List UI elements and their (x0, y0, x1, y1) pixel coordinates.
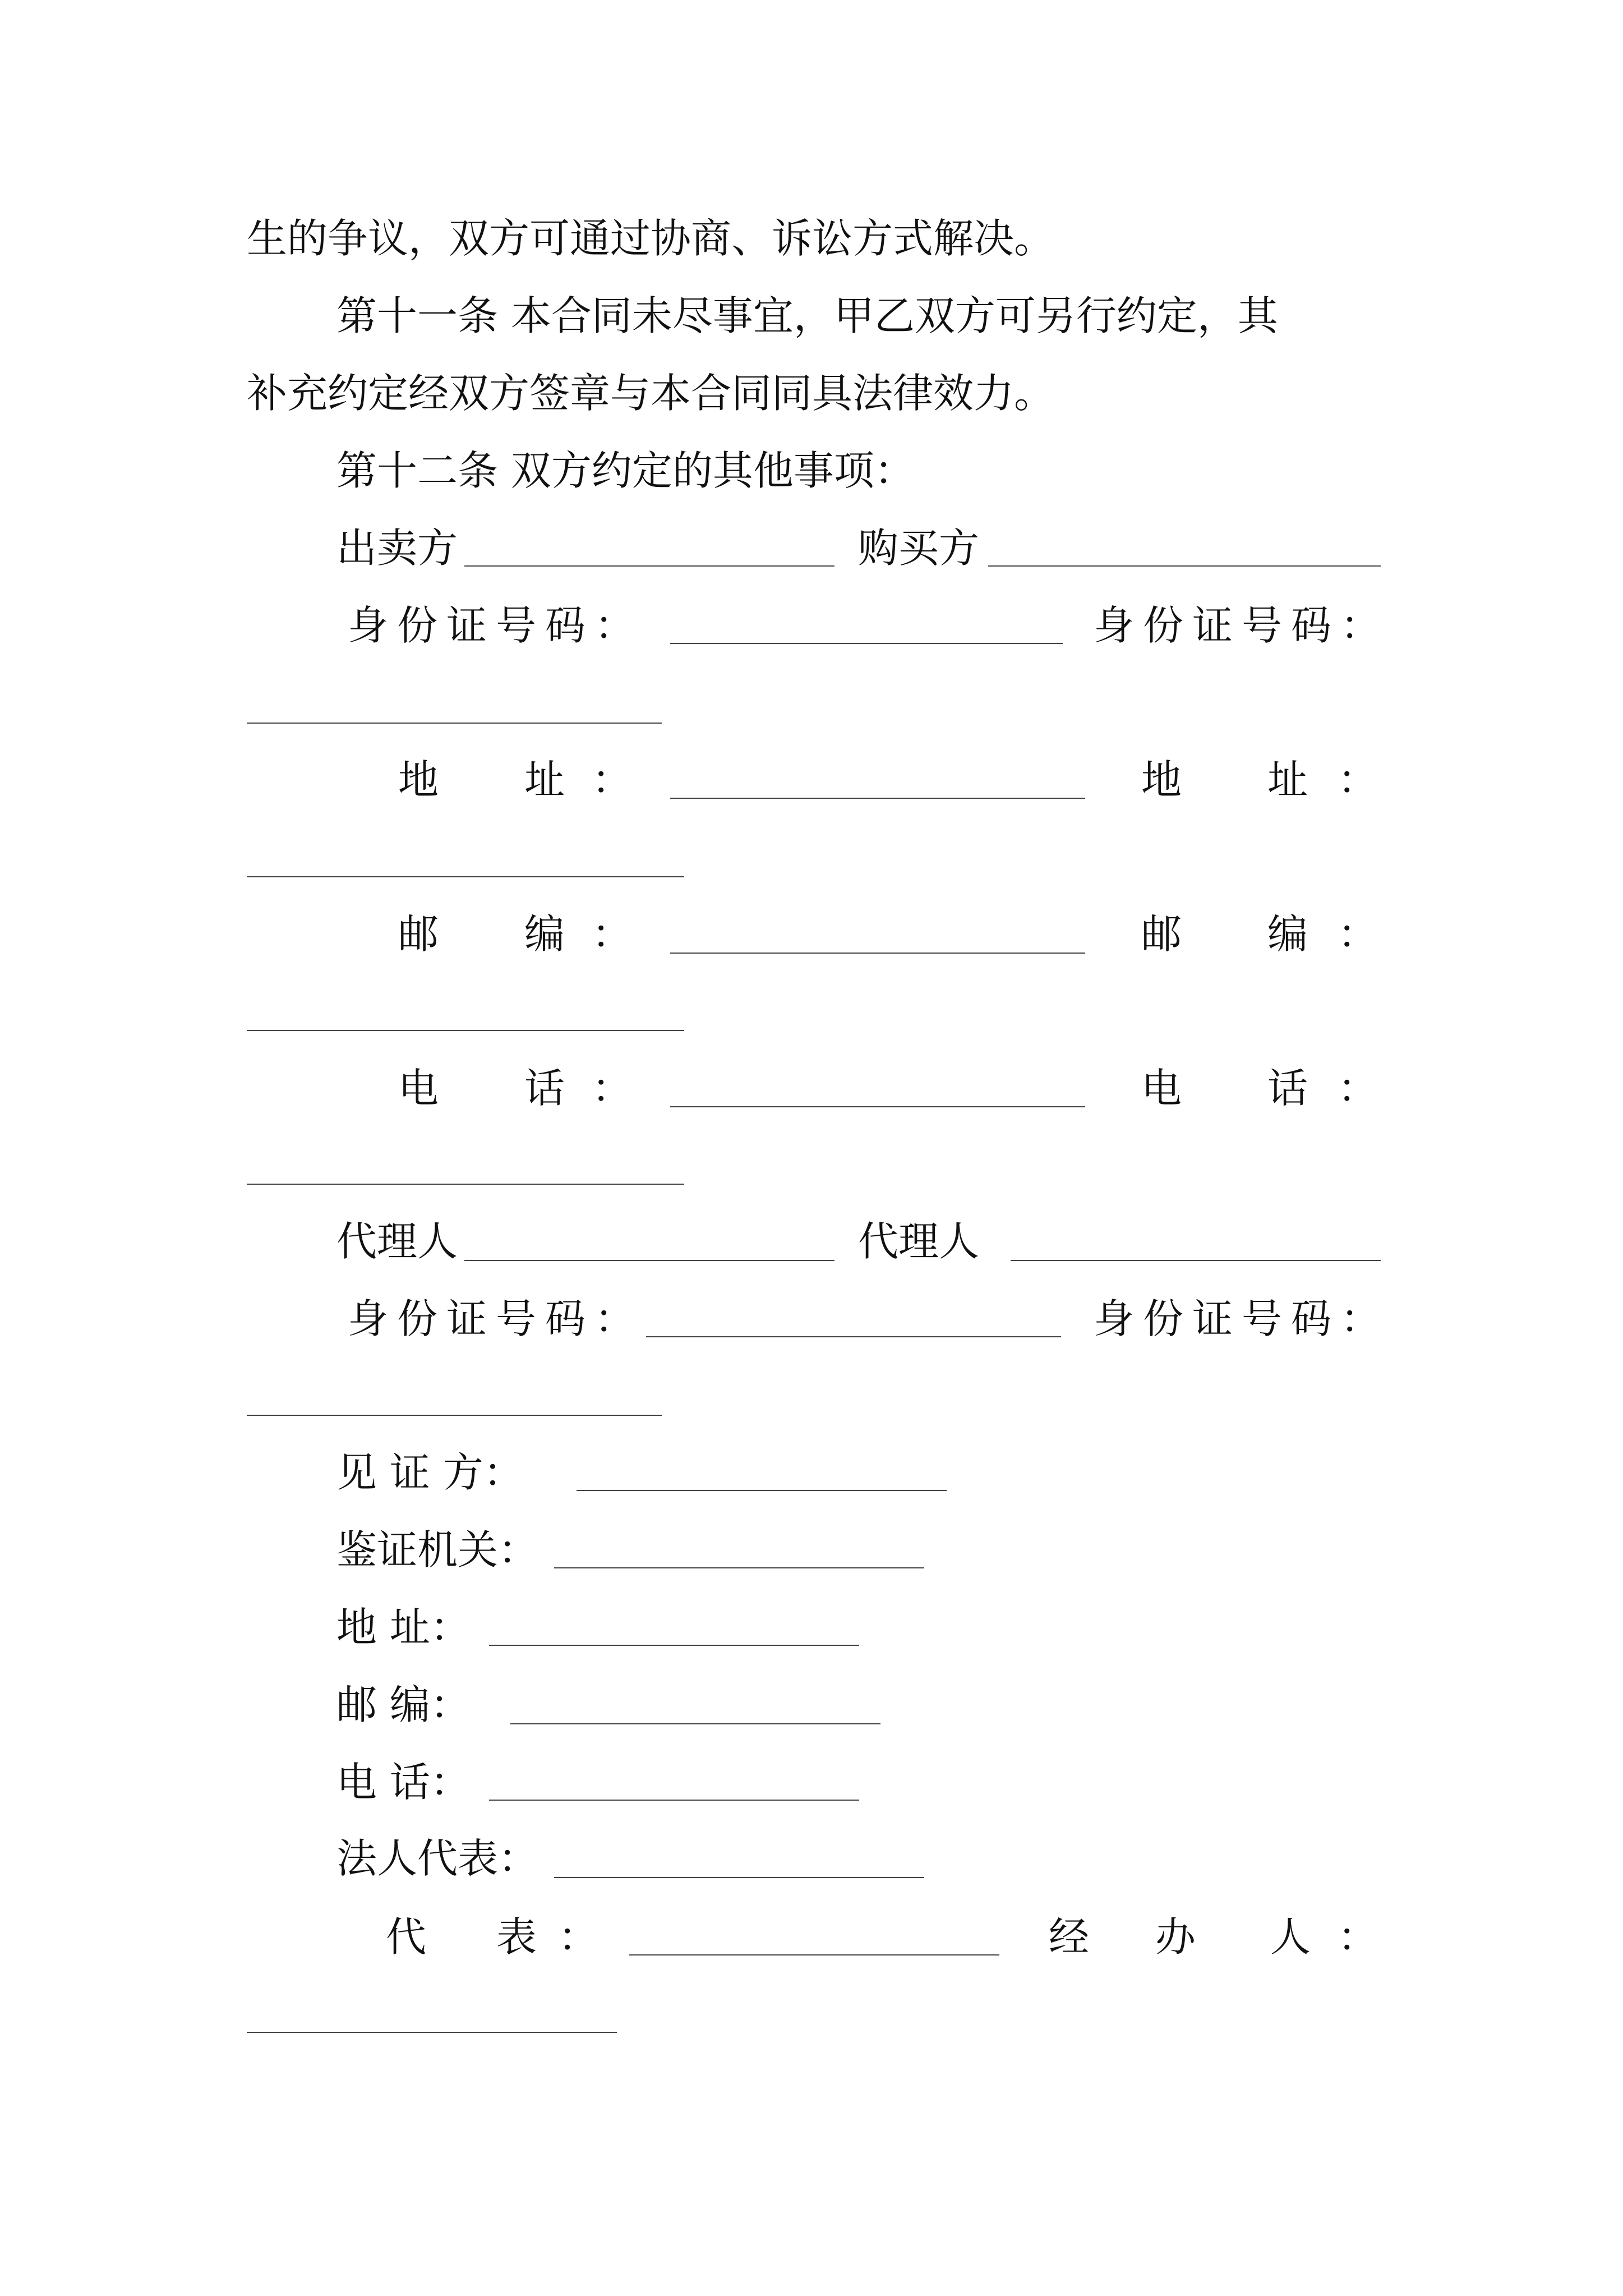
buyer-id-blank[interactable] (247, 723, 662, 724)
seller-zip-colon: ： (592, 910, 633, 958)
witness-address-label: 地 址： (336, 1604, 471, 1651)
article-11-line-1: 第十一条 本合同未尽事宜，甲乙双方可另行约定，其 (336, 292, 1278, 339)
seller-zip-label-b: 编 (524, 910, 565, 958)
seller-address-label-b: 址 (524, 756, 565, 803)
seller-phone-label-b: 话 (524, 1065, 565, 1112)
seller-address-blank[interactable] (670, 798, 1085, 799)
buyer-agent-id-label: 身份证号码： (1094, 1295, 1390, 1342)
witness-phone-blank[interactable] (489, 1800, 859, 1801)
handler-label-b: 办 (1155, 1913, 1196, 1961)
seller-agent-blank[interactable] (464, 1260, 834, 1261)
handler-colon: ： (1338, 1913, 1378, 1961)
seller-address-colon: ： (592, 756, 633, 803)
seller-address-label-a: 地 (398, 756, 439, 803)
seller-phone-blank[interactable] (670, 1106, 1085, 1107)
buyer-address-colon: ： (1338, 756, 1378, 803)
rep-blank[interactable] (629, 1954, 999, 1955)
buyer-address-label-b: 址 (1267, 756, 1308, 803)
witness-phone-label: 电 话： (336, 1759, 471, 1806)
handler-blank[interactable] (247, 2032, 617, 2033)
buyer-address-blank[interactable] (247, 876, 684, 877)
buyer-blank[interactable] (988, 565, 1381, 567)
rep-colon: ： (558, 1913, 599, 1961)
buyer-phone-colon: ： (1338, 1065, 1378, 1112)
article-11-line-2: 补充约定经双方签章与本合同同具法律效力。 (247, 370, 1055, 417)
buyer-agent-label: 代理人 (858, 1218, 980, 1265)
buyer-address-label-a: 地 (1141, 756, 1182, 803)
buyer-phone-label-a: 电 (1141, 1065, 1182, 1112)
buyer-agent-blank[interactable] (1011, 1260, 1381, 1261)
legal-rep-label: 法人代表： (336, 1835, 539, 1882)
seller-agent-label: 代理人 (336, 1218, 458, 1265)
buyer-zip-blank[interactable] (247, 1030, 684, 1031)
buyer-id-label: 身份证号码： (1094, 602, 1390, 649)
handler-label-a: 经 (1049, 1913, 1090, 1961)
authority-blank[interactable] (554, 1567, 924, 1568)
authority-label: 鉴证机关： (336, 1526, 539, 1573)
rep-label-a: 代 (386, 1913, 427, 1961)
article-12-heading: 第十二条 双方约定的其他事项： (336, 447, 915, 494)
paragraph-line-1: 生的争议，双方可通过协商、诉讼方式解决。 (247, 215, 1055, 262)
seller-agent-id-blank[interactable] (646, 1336, 1061, 1337)
witness-zip-blank[interactable] (510, 1723, 880, 1724)
buyer-zip-colon: ： (1338, 910, 1378, 958)
buyer-label: 购买方 (858, 524, 980, 572)
seller-blank[interactable] (464, 565, 834, 567)
seller-phone-label-a: 电 (398, 1065, 439, 1112)
seller-zip-blank[interactable] (670, 953, 1085, 954)
seller-label: 出卖方 (336, 524, 458, 572)
buyer-zip-label-b: 编 (1267, 910, 1308, 958)
rep-label-b: 表 (496, 1913, 537, 1961)
seller-phone-colon: ： (592, 1065, 633, 1112)
witness-address-blank[interactable] (489, 1645, 859, 1646)
seller-id-label: 身份证号码： (348, 602, 644, 649)
handler-label-c: 人 (1270, 1913, 1311, 1961)
seller-id-blank[interactable] (670, 643, 1063, 644)
buyer-agent-id-blank[interactable] (247, 1415, 662, 1416)
buyer-phone-label-b: 话 (1267, 1065, 1308, 1112)
buyer-phone-blank[interactable] (247, 1184, 684, 1185)
buyer-zip-label-a: 邮 (1141, 910, 1182, 958)
witness-blank[interactable] (577, 1490, 947, 1491)
seller-zip-label-a: 邮 (398, 910, 439, 958)
witness-zip-label: 邮 编： (336, 1681, 471, 1728)
legal-rep-blank[interactable] (554, 1877, 924, 1878)
seller-agent-id-label: 身份证号码： (348, 1295, 644, 1342)
witness-label: 见 证 方： (336, 1449, 524, 1496)
